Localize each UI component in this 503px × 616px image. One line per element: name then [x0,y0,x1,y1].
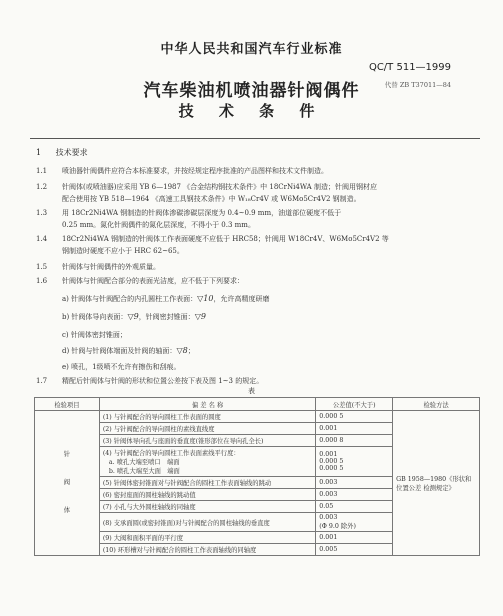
deviation-name: (8) 支承面圆(或密封锥面)对与针阀配合的圆柱轴线的垂直度 [102,519,270,527]
header-method: 检验方法 [393,398,480,411]
section-heading [36,147,88,158]
replaces-note: 代替 ZB T37011—84 [384,81,451,89]
paragraph [36,166,328,176]
deviation-name-cell [99,423,315,435]
deviation-name-cell [99,501,315,513]
roughness-item-label: d) 针阀与针阀体端面及针阀的轴面： [62,347,177,355]
paragraph-text: 针阀体与针阀偶件的外观质量。 [62,263,160,271]
deviation-name-cell [99,435,315,447]
standard-category: 中华人民共和国汽车行业标准 [160,42,343,57]
document-title: 汽车柴油机喷油器针阀偶件 [143,81,360,101]
paragraph [36,276,244,286]
tolerance-value: 0.05 [316,501,393,513]
tolerance-value: 0.003 [316,489,393,501]
deviation-name-cell [99,411,315,423]
tolerance-value: 0.001 0.000 5 0.000 5 [316,447,393,477]
deviation-name-cell [99,489,315,501]
paragraph [36,194,361,204]
roughness-item [62,362,181,372]
deviation-name: (1) 与针阀配合的导向圆柱工作表面的圆度 [102,414,221,421]
roughness-item-note: ，针阀密封锥面： [138,313,195,321]
roughness-item-label: c) 针阀体密封锥面； [62,331,127,339]
roughness-item [62,294,269,304]
header-rule [30,138,480,139]
paragraph [36,246,184,256]
deviation-name-cell [99,544,315,556]
deviation-name: (9) 大阀和面积平面的平行度 [102,535,184,542]
paragraph [36,262,160,272]
section-title: 技术要求 [55,148,88,157]
paragraph-text: 用 18Cr2Ni4WA 钢制造的针阀体渗碳渗碳层深度为 0.4~0.9 mm，油道部位硬度不低于 [62,209,342,217]
tolerance-value: 0.000 8 [316,435,393,447]
inspection-method: GB 1958—1980《形状和位置公差 检测规定》 [393,411,480,556]
deviation-name-cell [99,532,315,544]
paragraph-number: 1.5 [36,263,48,271]
tolerance-table [34,397,480,556]
paragraph [36,208,341,218]
header-inspection-item: 检验项目 [35,398,100,411]
paragraph-number: 1.4 [36,235,48,243]
tolerance-value: 0.001 [316,532,393,544]
paragraph-number: 1.6 [36,277,48,285]
roughness-item [62,312,206,322]
paragraph-number: 1.2 [36,183,48,191]
deviation-name: (7) 小孔与大外圆柱轴线的同轴度 [102,504,196,511]
deviation-name-cell [99,477,315,489]
tolerance-value: 0.001 [316,423,393,435]
tolerance-value: 0.003 [316,477,393,489]
deviation-name: (2) 与针阀配合的导向圆柱的素线直线度 [102,426,215,433]
paragraph-text: 精配后针阀体与针阀的形状和位置公差按下表及图 1~3 的规定。 [62,377,264,385]
table-row [35,411,480,423]
paragraph-text: 18Cr2Ni4WA 钢制造的针阀体工作表面硬度不应低于 HRC58；针阀用 W18Cr4V、W6Mo5Cr4V2 等 [62,235,389,243]
document-subtitle: 技 术 条 件 [178,102,325,120]
tolerance-value: 0.003 (Φ 9.0 除外) [316,513,393,532]
tolerance-value: 0.000 5 [316,411,393,423]
roughness-item-label: e) 喷孔，1级喷不允许有擦伤和刮痕。 [62,363,181,371]
deviation-subitem: a. 喷孔大端至喷口 端面 [108,459,180,466]
paragraph [36,234,389,244]
deviation-name-cell [99,447,315,477]
roughness-item-label: b) 针阀体导向表面： [62,313,128,321]
paragraph-text: 喷油器针阀偶件应符合本标准要求，并按经规定程序批准的产品图样和技术文件制造。 [62,167,328,175]
paragraph [36,182,377,192]
standard-number: QC/T 511—1999 [368,62,451,73]
paragraph [36,220,255,230]
paragraph-text: 钢制造时硬度不应小于 HRC 62~65。 [62,247,184,255]
header-tolerance: 公差值(不大于) [316,398,393,411]
tolerance-value: 0.005 [316,544,393,556]
deviation-name: (6) 密封座面的圆柱轴线的跳动值 [102,492,196,499]
deviation-name-cell [99,513,315,532]
paragraph-text: 针阀体(或喷油器)应采用 YB 6—1987 《合金结构钢技术条件》中 18CrNi4WA 制造；针阀用钢材应 [62,183,377,191]
deviation-name: (5) 针阀体密封锥面对与针阀配合的圆柱工作表面轴线的跳动 [102,480,272,487]
header-deviation-name: 偏 差 名 称 [99,398,315,411]
deviation-name: (3) 针阀体导向孔与座面的垂直度(锥形部位在导向孔全长) [102,438,264,445]
deviation-name: (4) 与针阀配合的导向圆柱工作表面素线平行度： [102,450,240,457]
section-number: 1 [36,148,42,157]
group-label: 针 阀 体 [35,411,100,556]
deviation-subitem: b. 喷孔大端至大面 端面 [108,468,180,475]
deviation-name: (10) 环形槽对与针阀配合的圆柱工作表面轴线的同轴度 [102,547,257,554]
roughness-symbol: ▽9 [194,312,206,321]
table-header-row [35,398,480,411]
roughness-symbol: ▽10 [197,294,214,303]
table-caption: 表 [248,387,255,395]
paragraph-text: 配合使用按 YB 518—1964 《高速工具钢技术条件》中 W₁₈Cr4V 或 W6Mo5Cr4V2 钢制造。 [62,195,361,203]
roughness-item [62,346,195,356]
roughness-item-label: a) 针阀体与针阀配合的内孔圆柱工作表面： [62,295,198,303]
paragraph-number: 1.7 [36,377,48,385]
roughness-item-note: ，允许高精度研磨 [213,295,270,303]
paragraph-number: 1.1 [36,167,48,175]
roughness-symbol: ▽8 [176,346,188,355]
paragraph-number: 1.3 [36,209,48,217]
paragraph-text: 0.25 mm。氮化针阀偶件的氮化层深度，不得小于 0.3 mm。 [62,221,255,229]
roughness-symbol: ▽9 [127,312,139,321]
paragraph-text: 针阀体与针阀配合部分的表面光洁度，应不低于下列要求： [62,277,244,285]
roughness-item [62,330,127,340]
roughness-item-note: ； [187,347,195,355]
paragraph [36,376,263,386]
